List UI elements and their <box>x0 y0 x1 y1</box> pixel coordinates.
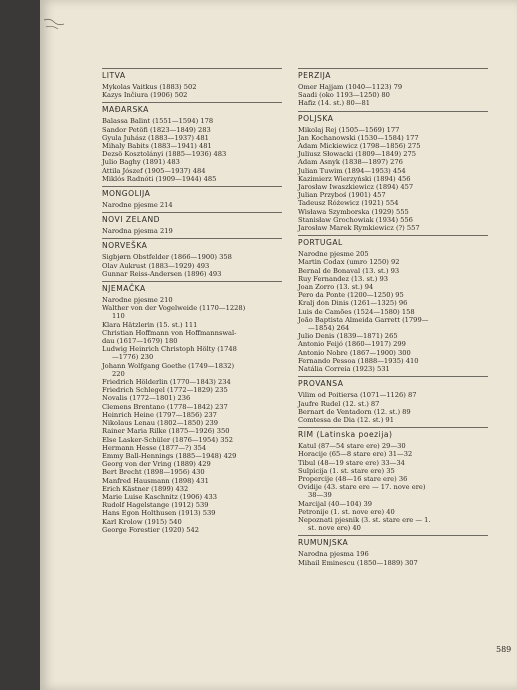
index-section <box>102 212 282 235</box>
index-entry: Clemens Brentano (1778—1842) 237 <box>102 402 228 411</box>
index-entry: Petronije (1. st. nove ere) 40 <box>298 507 395 516</box>
index-section <box>102 238 282 278</box>
index-entry: Vilim od Poitiersa (1071—1126) 87 <box>298 391 417 400</box>
index-entry: 220 <box>112 369 125 378</box>
index-section <box>298 376 488 424</box>
index-entry: Narodna pjesma 219 <box>102 227 173 236</box>
index-entry: Ludwig Heinrich Christoph Hölty (1748 <box>102 345 237 354</box>
index-entry: 110 <box>112 312 125 321</box>
section-heading: RIM (Latinska poezija) <box>298 430 393 440</box>
index-section <box>298 235 488 373</box>
index-entry: Narodne pjesme 205 <box>298 250 369 259</box>
index-entry: Gyula Juhász (1883—1937) 481 <box>102 133 209 142</box>
index-entry: 38—39 <box>308 491 332 500</box>
index-entry: Tibul (48—19 stare ere) 33—34 <box>298 458 405 467</box>
index-section <box>298 111 488 233</box>
index-entry: Horacije (65—8 stare ere) 31—32 <box>298 450 413 459</box>
index-entry: Saadi (oko 1193—1250) 80 <box>298 91 390 100</box>
index-entry: Julio Baghy (1891) 483 <box>102 158 180 167</box>
index-entry: Heinrich Heine (1797—1856) 237 <box>102 410 217 419</box>
index-section <box>102 68 282 99</box>
section-heading: NOVI ZELAND <box>102 215 160 225</box>
index-section <box>298 427 488 532</box>
index-right-column <box>298 68 488 567</box>
index-entry: Julian Tuwim (1894—1953) 454 <box>298 166 406 175</box>
section-heading: NJEMAČKA <box>102 284 146 294</box>
index-section <box>102 102 282 183</box>
book-page <box>40 0 517 690</box>
section-heading: LITVA <box>102 71 126 80</box>
index-entry: Klara Hätzlerin (15. st.) 111 <box>102 320 198 329</box>
index-entry: Pero da Ponte (1200—1250) 95 <box>298 291 404 300</box>
index-entry: Miklós Radnóti (1909—1944) 485 <box>102 174 217 183</box>
index-entry: Sulpicija (1. st. stare ere) 35 <box>298 466 395 475</box>
index-entry: Narodne pjesme 210 <box>102 296 173 305</box>
page-corner-handwriting <box>42 16 70 34</box>
index-entry: Antonio Feijó (1860—1917) 299 <box>298 340 406 349</box>
index-entry: Karl Krolow (1915) 540 <box>102 517 182 526</box>
index-entry: —1854) 264 <box>308 324 350 333</box>
section-heading: PERZIJA <box>298 71 331 80</box>
section-heading: PROVANSA <box>298 379 344 389</box>
index-entry: Balassa Balint (1551—1594) 178 <box>102 117 214 126</box>
index-entry: Bernart de Ventadorn (12. st.) 89 <box>298 407 411 416</box>
index-entry: George Forestier (1920) 542 <box>102 525 200 534</box>
index-entry: Bert Brecht (1898—1956) 430 <box>102 468 205 477</box>
index-entry: Mikolaj Rej (1505—1569) 177 <box>298 125 400 134</box>
index-entry: Erich Kästner (1899) 432 <box>102 484 189 493</box>
section-heading: RUMUNJSKA <box>298 538 349 548</box>
index-entry: Rudolf Hagelstange (1912) 539 <box>102 501 209 510</box>
page-number: 589 <box>496 645 512 654</box>
index-entry: Friedrich Hölderlin (1770—1843) 234 <box>102 378 231 387</box>
index-entry: Tadeusz Różewicz (1921) 554 <box>298 199 399 208</box>
index-entry: Marcijal (40—104) 39 <box>298 499 373 508</box>
index-entry: Kazimierz Wierzyński (1894) 456 <box>298 174 411 183</box>
section-heading: MAĐARSKA <box>102 105 149 115</box>
index-entry: Natália Correia (1923) 531 <box>298 365 390 374</box>
index-entry: Rainer Maria Rilke (1875—1926) 350 <box>102 427 230 436</box>
index-entry: Jaufre Rudel (12. st.) 87 <box>298 399 380 408</box>
index-entry: Julio Denis (1839—1871) 265 <box>298 332 398 341</box>
index-entry: Gunnar Reiss-Andersen (1896) 493 <box>102 269 222 278</box>
index-entry: Wisława Szymborska (1929) 555 <box>298 207 409 216</box>
index-entry: Fernando Pessoa (1888—1935) 410 <box>298 356 419 365</box>
index-entry: Propercije (48—16 stare ere) 36 <box>298 474 408 483</box>
index-entry: Novalis (1772—1801) 236 <box>102 394 191 403</box>
index-entry: Sigbjørn Obstfelder (1866—1900) 358 <box>102 253 232 262</box>
section-heading: POLJSKA <box>298 113 334 123</box>
index-section <box>298 535 488 566</box>
index-entry: Bernal de Bonaval (13. st.) 93 <box>298 266 400 275</box>
index-entry: Walther von der Vogelweide (1170—1228) <box>102 304 246 313</box>
index-entry: Narodna pjesma 196 <box>298 550 369 559</box>
section-heading: MONGOLIJA <box>102 189 151 199</box>
index-entry: Attila Jószef (1905—1937) 484 <box>102 166 206 175</box>
index-section <box>298 68 488 108</box>
index-entry: Kazys Inčiura (1906) 502 <box>102 91 188 100</box>
index-entry: Christian Hoffmann von Hoffmannswal- <box>102 328 237 337</box>
index-entry: Narodne pjesme 214 <box>102 201 173 210</box>
index-entry: Nepoznati pjesnik (3. st. stare ere — 1. <box>298 515 431 524</box>
index-entry: Mihaly Babits (1883—1941) 481 <box>102 142 212 151</box>
index-entry: Stanisław Grochowiak (1934) 556 <box>298 215 413 224</box>
index-entry: Ovidije (43. stare ere — 17. nove ere) <box>298 483 426 492</box>
index-entry: Georg von der Vring (1889) 429 <box>102 460 211 469</box>
index-entry: Hans Egon Holthusen (1913) 539 <box>102 509 216 518</box>
index-entry: Olav Aukrust (1883—1929) 493 <box>102 261 210 270</box>
section-heading: NORVEŠKA <box>102 241 148 251</box>
index-entry: Manfred Hausmann (1898) 431 <box>102 476 209 485</box>
index-left-column <box>102 68 282 534</box>
index-entry: Julian Przyboś (1901) 457 <box>298 191 386 200</box>
index-entry: Adam Mickiewicz (1798—1856) 275 <box>298 142 421 151</box>
index-entry: Mihail Eminescu (1850—1889) 307 <box>298 558 418 567</box>
index-entry: Joan Zorro (13. st.) 94 <box>298 283 374 292</box>
index-entry: st. nove ere) 40 <box>308 524 361 533</box>
index-entry: Emmy Ball-Hennings (1885—1948) 429 <box>102 451 237 460</box>
index-entry: Friedrich Schlegel (1772—1829) 235 <box>102 386 228 395</box>
index-entry: Adam Asnyk (1838—1897) 276 <box>298 158 403 167</box>
index-entry: Mykolas Vaitkus (1883) 502 <box>102 83 197 91</box>
index-entry: —1776) 230 <box>112 353 154 362</box>
index-entry: Ruy Fernandez (13. st.) 93 <box>298 274 389 283</box>
index-entry: Dezsö Kosztolányi (1885—1936) 483 <box>102 150 227 159</box>
index-entry: Marie Luise Kaschnitz (1906) 433 <box>102 492 218 501</box>
index-entry: Jarosław Iwaszkiewicz (1894) 457 <box>298 183 414 192</box>
index-entry: Sandor Petöfi (1823—1849) 283 <box>102 125 211 134</box>
index-section <box>102 186 282 209</box>
index-entry: Katul (87—54 stare ere) 29—30 <box>298 442 406 451</box>
index-entry: Johann Wolfgang Goethe (1749—1832) <box>102 361 235 370</box>
index-entry: Luis de Camões (1524—1580) 158 <box>298 307 415 316</box>
index-entry: Jarosław Marek Rymkiewicz (?) 557 <box>298 224 420 233</box>
index-entry: Juliusz Słowacki (1809—1849) 275 <box>298 150 417 159</box>
index-entry: Antonio Nobre (1867—1900) 300 <box>298 348 411 357</box>
section-heading: PORTUGAL <box>298 238 343 248</box>
index-section <box>102 281 282 534</box>
index-entry: Else Lasker-Schüler (1876—1954) 352 <box>102 435 234 444</box>
index-entry: Martin Codax (umro 1250) 92 <box>298 258 400 267</box>
index-entry: Kralj don Dinis (1261—1325) 96 <box>298 299 408 308</box>
index-entry: João Baptista Almeida Garrett (1799— <box>298 315 429 324</box>
index-entry: Hermann Hesse (1877—?) 354 <box>102 443 207 452</box>
index-entry: dau (1617—1679) 180 <box>102 337 178 346</box>
index-entry: Comtessa de Dia (12. st.) 91 <box>298 415 394 424</box>
index-entry: Jan Kochanowski (1530—1584) 177 <box>298 133 419 142</box>
index-entry: Nikolaus Lenau (1802—1850) 239 <box>102 419 219 428</box>
index-entry: Omer Hajjam (1040—1123) 79 <box>298 83 403 91</box>
index-entry: Hafiz (14. st.) 80—81 <box>298 99 370 108</box>
